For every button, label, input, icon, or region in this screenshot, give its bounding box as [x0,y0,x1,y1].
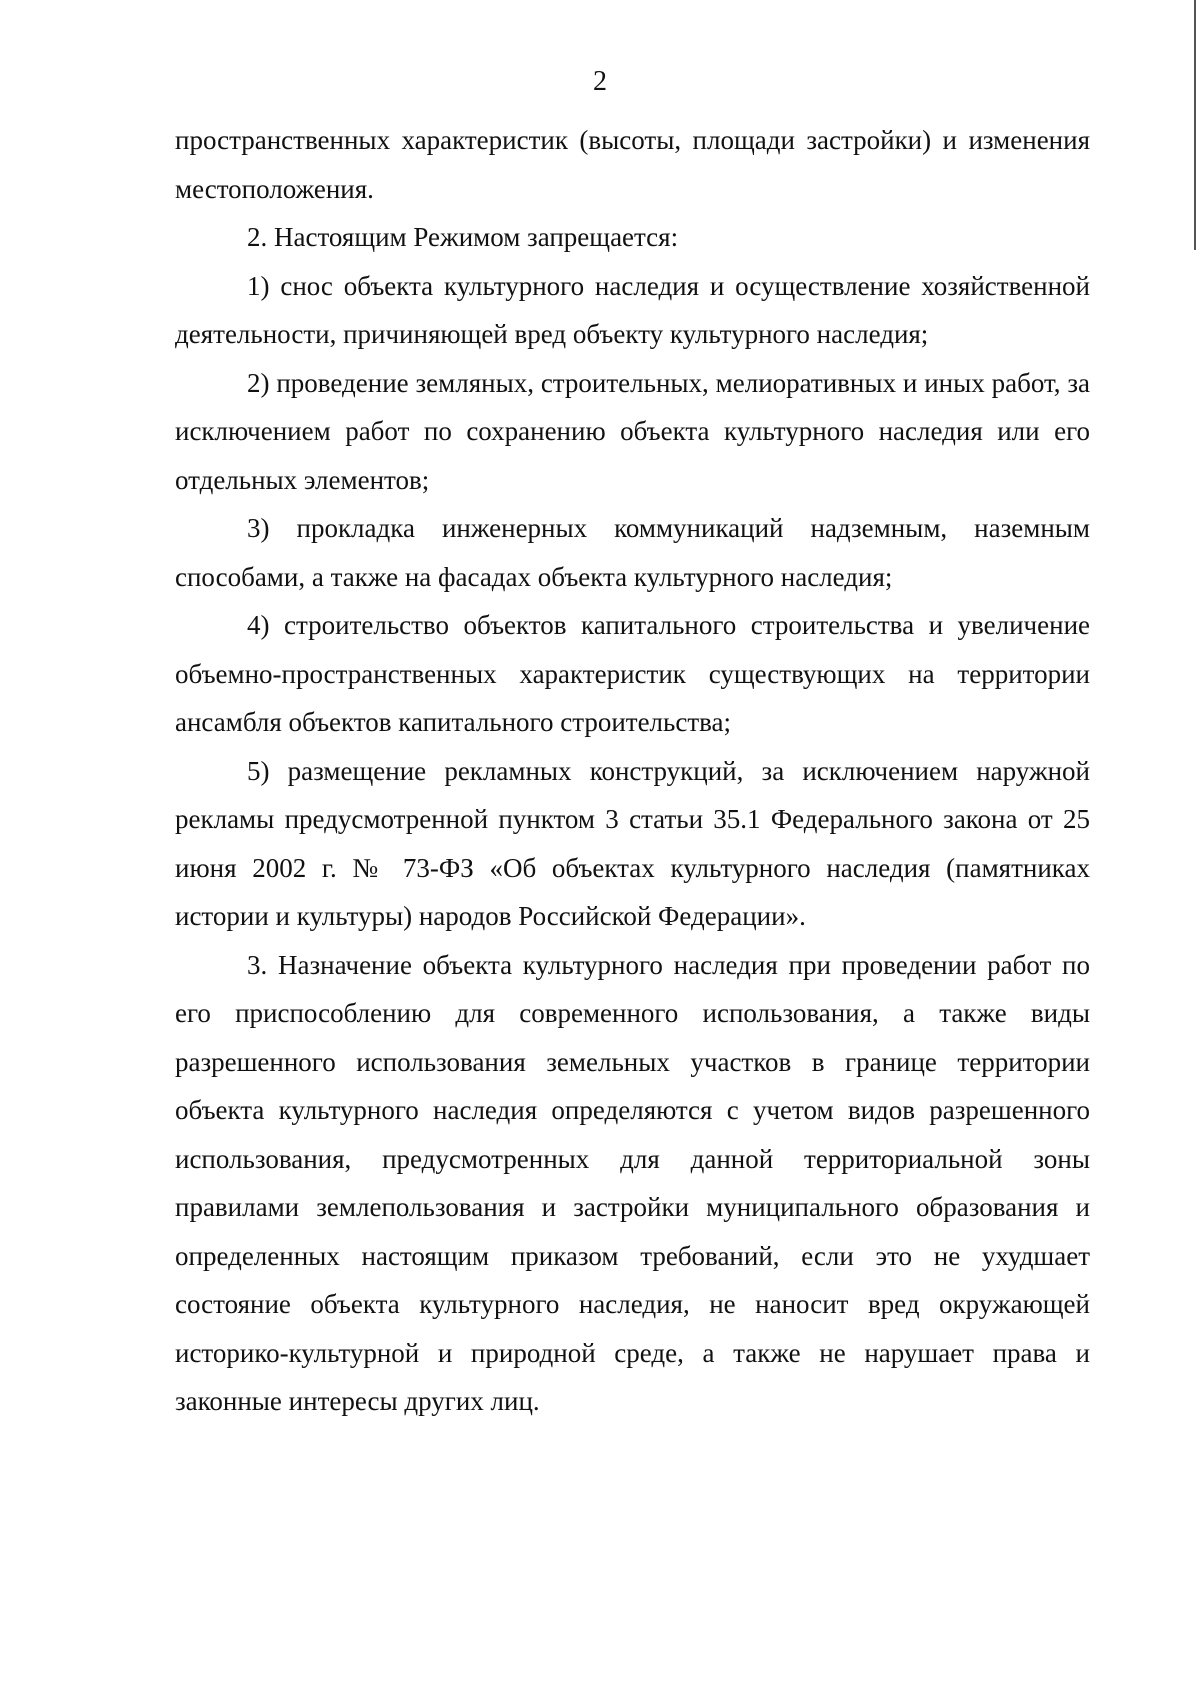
paragraph-section-3: 3. Назначение объекта культурного наследия при проведении работ по его приспособлению для современного использования, а также виды разрешенного использования земельных участков в границе территории объекта культурного наследия определяются с учетом видов разрешенного использования, предусмотренных для данной территориальной зоны правилами землепользования и застройки муниципального образования и определенных настоящим приказом требований, если это не ухудшает состояние объекта культурного наследия, не наносит вред окружающей историко-культурной и природной среде, а также не нарушает права и законные интересы других лиц. [175,949,1090,1416]
scan-edge-line [1194,0,1196,250]
document-body [175,116,1090,1426]
paragraph-section-2: 2. Настоящим Режимом запрещается: [247,222,679,252]
paragraph-item-3: 3) прокладка инженерных коммуникаций надземным, наземным способами, а также на фасадах объекта культурного наследия; [175,513,1090,592]
page-number: 2 [593,66,607,97]
paragraph-item-2: 2) проведение земляных, строительных, мелиоративных и иных работ, за исключением работ по сохранению объекта культурного наследия или его отдельных элементов; [175,367,1090,495]
paragraph-item-4: 4) строительство объектов капитального строительства и увеличение объемно-пространственных характеристик существующих на территории ансамбля объектов капитального строительства; [175,610,1090,737]
paragraph-continuation: пространственных характеристик (высоты, площади застройки) и изменения местоположения. [175,125,1090,204]
paragraph-item-5: 5) размещение рекламных конструкций, за исключением наружной рекламы предусмотренной пунктом 3 статьи 35.1 Федерального закона от 25 июня 2002 г. № 73-ФЗ «Об объектах культурного наследия (памятниках истории и культуры) народов Российской Федерации». [175,755,1090,931]
paragraph-item-1: 1) снос объекта культурного наследия и осуществление хозяйственной деятельности, причиняющей вред объекту культурного наследия; [175,270,1090,349]
